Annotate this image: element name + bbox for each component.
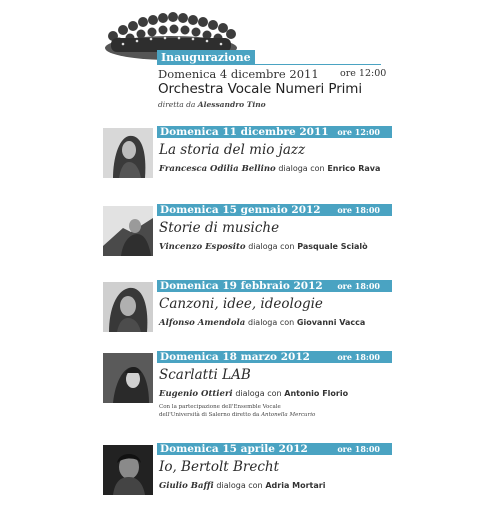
event-item <box>0 204 500 274</box>
speaker-name: Francesca Odilia Bellino <box>159 164 276 174</box>
event-time: ore 18:00 <box>337 281 380 291</box>
director-name: Alessandro Tino <box>197 100 266 109</box>
inauguration-title: Orchestra Vocale Numeri Primi <box>158 81 363 97</box>
moderator-name: Adria Mortari <box>265 481 326 490</box>
event-date: Domenica 15 aprile 2012 <box>160 443 308 455</box>
event-title: Scarlatti LAB <box>159 367 251 383</box>
event-date-bar <box>157 204 392 216</box>
event-date: Domenica 11 dicembre 2011 <box>160 126 329 138</box>
dialogue-connector: dialoga con <box>248 242 295 251</box>
event-date-bar <box>157 443 392 455</box>
event-date: Domenica 15 gennaio 2012 <box>160 204 321 216</box>
event-time: ore 18:00 <box>337 205 380 215</box>
dialogue-connector: dialoga con <box>235 389 282 398</box>
speaker-photo <box>103 128 153 178</box>
inauguration-label: Inaugurazione <box>157 50 255 65</box>
event-item <box>0 351 500 421</box>
event-date: Domenica 19 febbraio 2012 <box>160 280 323 292</box>
inauguration-time: ore 12:00 <box>340 68 387 79</box>
note-line: Con la partecipazione dell'Ensemble Vocale <box>159 404 281 410</box>
note-text: dell'Università di Salerno diretto da <box>159 411 260 418</box>
event-date-bar <box>157 126 392 138</box>
speaker-name: Vincenzo Esposito <box>159 242 246 252</box>
event-item <box>0 280 500 350</box>
note-conductor: Antonella Mercurio <box>261 411 316 418</box>
event-time: ore 12:00 <box>337 127 380 137</box>
dialogue-connector: dialoga con <box>247 318 295 327</box>
director-prefix: diretta da <box>158 100 196 109</box>
speaker-photo <box>103 445 153 495</box>
dialogue-connector: dialoga con <box>278 164 325 173</box>
speaker-photo <box>103 353 153 403</box>
event-date-bar <box>157 351 392 363</box>
event-speakers <box>159 164 380 174</box>
speaker-photo <box>103 206 153 256</box>
moderator-name: Pasquale Scialò <box>297 242 368 251</box>
speaker-name: Eugenio Ottieri <box>159 389 233 399</box>
event-title: Canzoni, idee, ideologie <box>159 296 323 312</box>
event-note <box>159 404 399 419</box>
moderator-name: Antonio Florio <box>284 389 349 398</box>
speaker-photo <box>103 282 153 332</box>
event-speakers <box>159 481 325 491</box>
note-line <box>159 412 399 420</box>
speaker-name: Alfonso Amendola <box>159 318 246 328</box>
event-date-bar <box>157 280 392 292</box>
inauguration-director <box>158 100 266 109</box>
moderator-name: Giovanni Vacca <box>296 318 366 327</box>
event-title: Io, Bertolt Brecht <box>159 459 280 475</box>
moderator-name: Enrico Rava <box>327 164 381 173</box>
event-speakers <box>159 389 348 399</box>
event-time: ore 18:00 <box>337 352 380 362</box>
speaker-name: Giulio Baffi <box>159 481 214 491</box>
event-time: ore 18:00 <box>337 444 380 454</box>
event-item <box>0 126 500 196</box>
event-item <box>0 443 500 513</box>
event-speakers <box>159 242 368 252</box>
event-date: Domenica 18 marzo 2012 <box>160 351 310 363</box>
event-title: La storia del mio jazz <box>159 142 306 158</box>
divider <box>157 64 381 65</box>
dialogue-connector: dialoga con <box>216 481 263 490</box>
inauguration-date: Domenica 4 dicembre 2011 <box>158 67 319 81</box>
event-title: Storie di musiche <box>159 220 280 236</box>
event-speakers <box>159 318 365 328</box>
